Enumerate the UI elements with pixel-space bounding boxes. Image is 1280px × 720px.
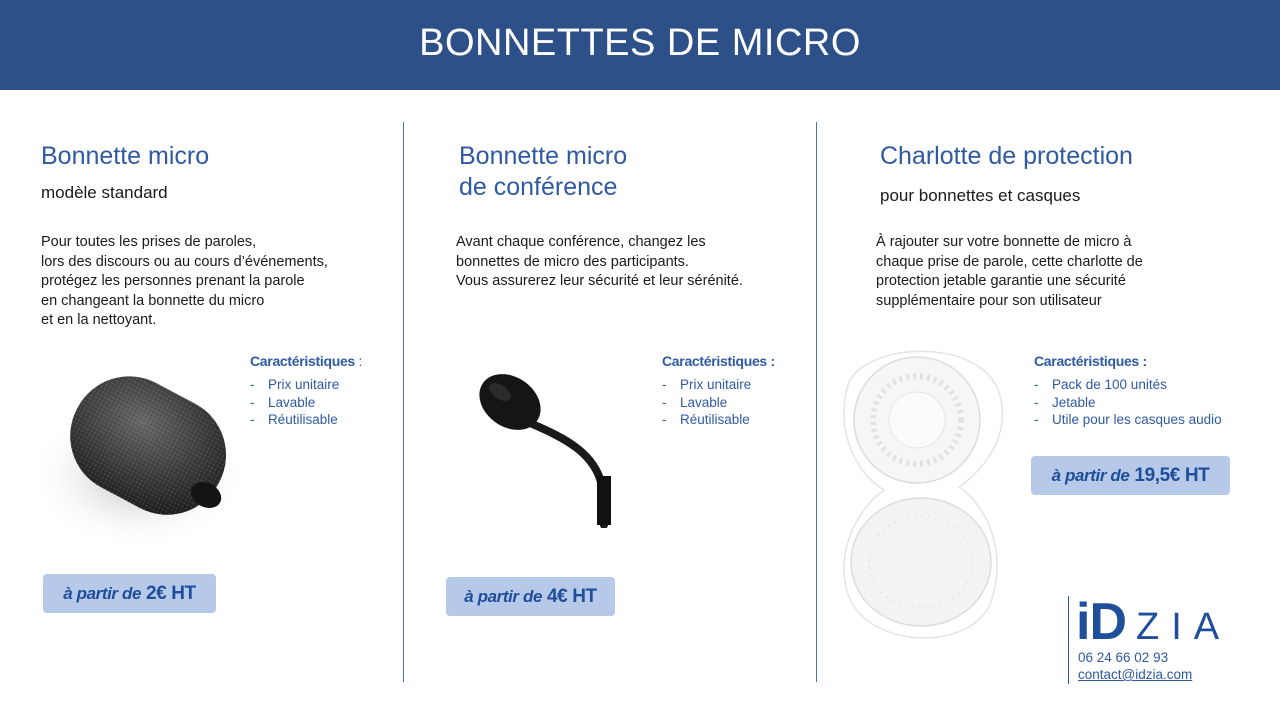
contact-phone: 06 24 66 02 93 (1078, 650, 1169, 665)
feature-item: - Lavable (250, 394, 316, 410)
description-line: en changeant la bonnette du micro (41, 292, 265, 309)
feature-item: - Prix unitaire (250, 377, 340, 392)
description-line: chaque prise de parole, cette charlotte de (876, 253, 1143, 270)
description-line: protégez les personnes prenant la parole (41, 273, 305, 289)
company-logo: iD ZIA (1076, 593, 1232, 651)
description-line: À rajouter sur votre bonnette de micro à (876, 234, 1132, 250)
description-line: supplémentaire pour son utilisateur (876, 292, 1102, 309)
price-badge: à partir de 2€ HT (43, 574, 216, 613)
product-card-conference (404, 0, 816, 720)
product-title: Bonnette micro (41, 142, 210, 170)
price-badge: à partir de 4€ HT (446, 577, 615, 616)
feature-item: - Utile pour les casques audio (1034, 412, 1222, 427)
product-description (876, 233, 1143, 311)
price-badge: à partir de 19,5€ HT (1031, 456, 1230, 495)
description-line: Vous assurerez leur sécurité et leur sérénité. (456, 273, 743, 289)
product-title: Charlotte de protection (880, 142, 1133, 170)
description-line: bonnettes de micro des participants. (456, 253, 689, 270)
description-line: Avant chaque conférence, changez les (456, 234, 706, 250)
features-list (662, 376, 751, 429)
product-card-standard (0, 0, 403, 720)
page-title: BONNETTES DE MICRO (419, 22, 861, 64)
feature-item: - Pack de 100 unités (1034, 377, 1167, 392)
foam-windscreen-image (28, 355, 268, 555)
feature-item: - Lavable (662, 394, 728, 410)
description-line: Pour toutes les prises de paroles, (41, 234, 257, 250)
feature-item: - Prix unitaire (662, 377, 752, 392)
product-title: Bonnette micro de conférence (459, 142, 628, 201)
product-subtitle: pour bonnettes et casques (880, 186, 1081, 205)
feature-item: - Réutilisable (662, 412, 750, 427)
features-heading: Caractéristiques : (1034, 353, 1147, 369)
disposable-covers-image (839, 342, 1009, 642)
feature-item: - Jetable (1034, 394, 1096, 410)
description-line: protection jetable garantie une sécurité (876, 273, 1126, 289)
features-heading: Caractéristiques : (662, 353, 775, 369)
product-description (41, 233, 328, 331)
product-description (456, 233, 743, 292)
contact-email-link[interactable]: contact@idzia.com (1078, 667, 1193, 682)
feature-item: - Réutilisable (250, 412, 338, 427)
product-subtitle: modèle standard (41, 183, 168, 202)
features-list (250, 376, 339, 429)
gooseneck-microphone-image (470, 368, 630, 528)
description-line: lors des discours ou au cours d’événements, (41, 253, 328, 270)
description-line: et en la nettoyant. (41, 312, 157, 328)
features-list (1034, 376, 1222, 429)
features-heading: Caractéristiques : (250, 353, 363, 369)
logo-divider (1068, 596, 1069, 684)
